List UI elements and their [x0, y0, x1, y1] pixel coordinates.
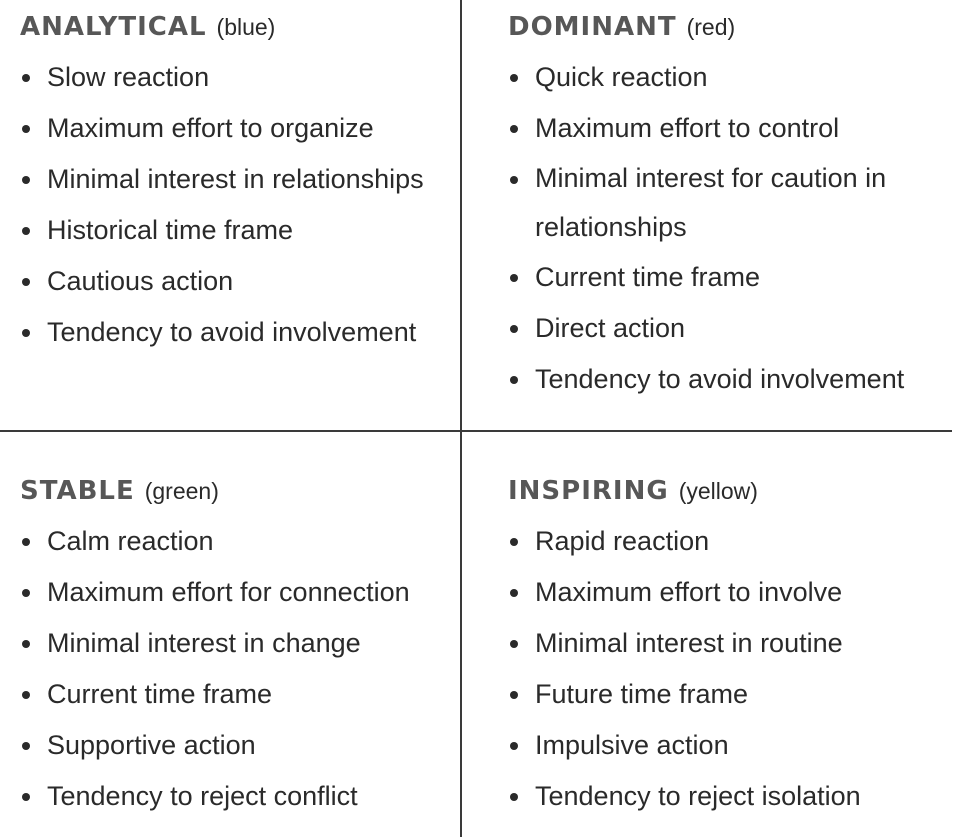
trait-item: Minimal interest in change: [20, 618, 450, 669]
trait-item: Quick reaction: [508, 52, 948, 103]
quadrant-color-label: (red): [686, 13, 736, 40]
horizontal-divider: [0, 430, 952, 432]
trait-item: Tendency to avoid involvement: [20, 307, 450, 358]
trait-item: Future time frame: [508, 669, 948, 720]
quadrant-heading: [508, 470, 948, 512]
quadrant-heading: [20, 6, 450, 48]
quadrant-inspiring: [508, 470, 948, 822]
quadrant-heading: [20, 470, 450, 512]
quadrant-analytical: [20, 6, 450, 358]
vertical-divider: [460, 0, 462, 837]
trait-list: [508, 52, 948, 405]
quadrant-color-label: (blue): [216, 13, 276, 40]
trait-item: Minimal interest for caution in relationships: [508, 154, 948, 252]
trait-list: [20, 516, 450, 822]
quadrant-color-label: (yellow): [678, 477, 758, 504]
trait-item: Historical time frame: [20, 205, 450, 256]
trait-item: Current time frame: [508, 252, 948, 303]
trait-item: Minimal interest in relationships: [20, 154, 450, 205]
trait-item: Cautious action: [20, 256, 450, 307]
trait-item: Direct action: [508, 303, 948, 354]
trait-item: Maximum effort for connection: [20, 567, 450, 618]
trait-item: Impulsive action: [508, 720, 948, 771]
quadrant-stable: [20, 470, 450, 822]
quadrant-heading: [508, 6, 948, 48]
trait-item: Calm reaction: [20, 516, 450, 567]
trait-item: Tendency to avoid involvement: [508, 354, 948, 405]
trait-item: Minimal interest in routine: [508, 618, 948, 669]
trait-item: Maximum effort to organize: [20, 103, 450, 154]
trait-item: Tendency to reject conflict: [20, 771, 450, 822]
trait-item: Maximum effort to control: [508, 103, 948, 154]
quadrant-color-label: (green): [144, 477, 219, 504]
quadrant-dominant: [508, 6, 948, 405]
quadrant-title: INSPIRING: [508, 476, 669, 506]
trait-list: [508, 516, 948, 822]
trait-item: Supportive action: [20, 720, 450, 771]
quadrant-title: ANALYTICAL: [20, 12, 207, 42]
trait-item: Tendency to reject isolation: [508, 771, 948, 822]
trait-item: Slow reaction: [20, 52, 450, 103]
quadrant-title: DOMINANT: [508, 12, 677, 42]
trait-item: Rapid reaction: [508, 516, 948, 567]
trait-item: Maximum effort to involve: [508, 567, 948, 618]
quadrant-title: STABLE: [20, 476, 135, 506]
trait-item: Current time frame: [20, 669, 450, 720]
trait-list: [20, 52, 450, 358]
